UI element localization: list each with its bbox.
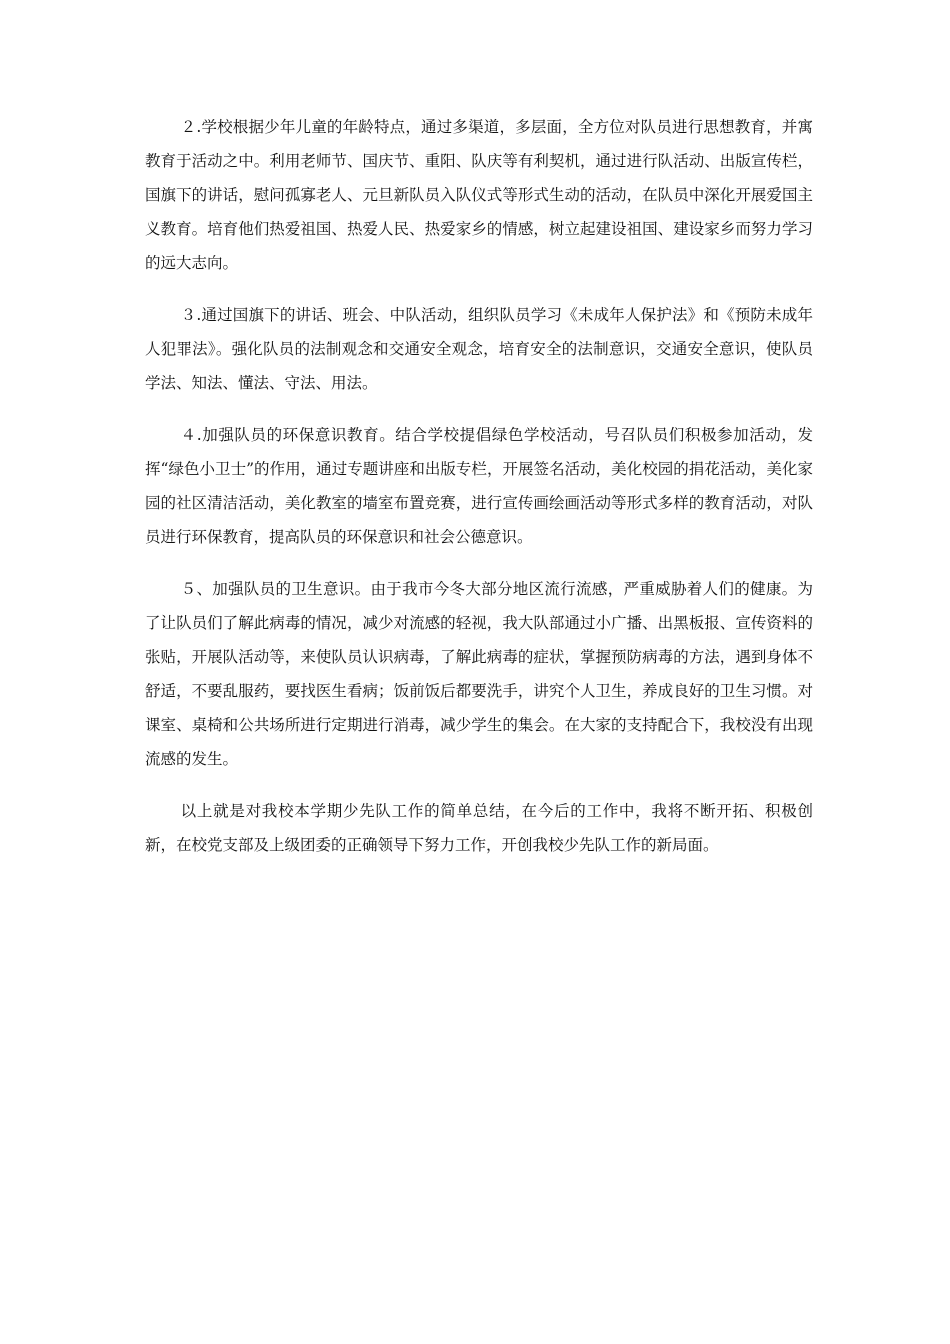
paragraph-5-hygiene-awareness: ５、加强队员的卫生意识。由于我市今冬大部分地区流行流感，严重威胁着人们的健康。为了让队员们了解此病毒的情况，减少对流感的轻视，我大队部通过小广播、出黑板报、宣传资料的张贴，开展队活动等，来使队员认识病毒，了解此病毒的症状，掌握预防病毒的方法，遇到身体不舒适，不要乱服药，要找医生看病；饭前饭后都要洗手，讲究个人卫生，养成良好的卫生习惯。对课室、桌椅和公共场所进行定期进行消毒，减少学生的集会。在大家的支持配合下，我校没有出现流感的发生。 [145, 580, 813, 768]
paragraph-3-legal-education: ３.通过国旗下的讲话、班会、中队活动，组织队员学习《未成年人保护法》和《预防未成年人犯罪法》。强化队员的法制观念和交通安全观念，培育安全的法制意识，交通安全意识，使队员学法、知法、懂法、守法、用法。 [145, 306, 813, 392]
paragraph-2-ideological-education: ２.学校根据少年儿童的年龄特点，通过多渠道，多层面，全方位对队员进行思想教育，并寓教育于活动之中。利用老师节、国庆节、重阳、队庆等有利契机，通过进行队活动、出版宣传栏，国旗下的讲话，慰问孤寡老人、元旦新队员入队仪式等形式生动的活动，在队员中深化开展爱国主义教育。培育他们热爱祖国、热爱人民、热爱家乡的情感，树立起建设祖国、建设家乡而努力学习的远大志向。 [145, 118, 813, 272]
document-body [145, 110, 813, 880]
paragraph-4-environmental-education: ４.加强队员的环保意识教育。结合学校提倡绿色学校活动，号召队员们积极参加活动，发挥“绿色小卫士”的作用，通过专题讲座和出版专栏，开展签名活动，美化校园的捐花活动，美化家园的社区清洁活动，美化教室的墙室布置竞赛，进行宣传画绘画活动等形式多样的教育活动，对队员进行环保教育，提高队员的环保意识和社会公德意识。 [145, 426, 813, 546]
paragraph-summary: 以上就是对我校本学期少先队工作的简单总结，在今后的工作中，我将不断开拓、积极创新，在校党支部及上级团委的正确领导下努力工作，开创我校少先队工作的新局面。 [145, 802, 813, 854]
